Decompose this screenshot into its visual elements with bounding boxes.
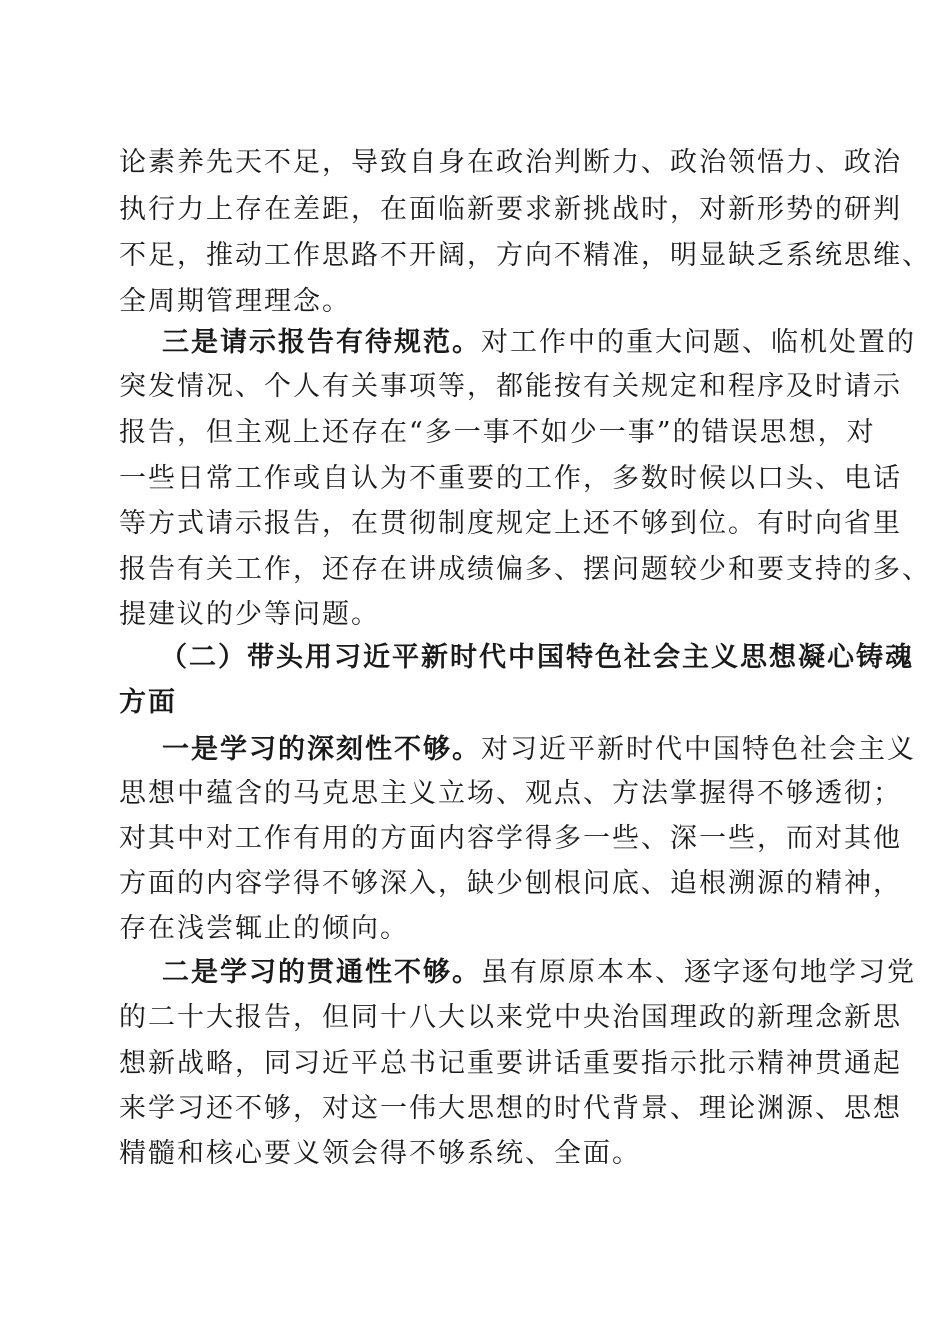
paragraph-text: 虽有原原本本、逐字逐句地学习党: [481, 957, 916, 988]
paragraph-lead: 二是学习的贯通性不够。: [162, 957, 481, 988]
section-heading: （二）带头用习近平新时代中国特色社会主义思想凝心铸魂: [160, 642, 914, 673]
paragraph-lead: 三是请示报告有待规范。: [162, 327, 481, 358]
text-line: 存在浅尝辄止的倾向。: [119, 913, 409, 944]
paragraph-first-line: [162, 325, 916, 361]
section-heading-continued: 方面: [119, 687, 177, 718]
text-line: 全周期管理理念。: [119, 286, 351, 317]
text-line: 突发情况、个人有关事项等，都能按有关规定和程序及时请示: [119, 371, 902, 402]
text-line: 执行力上存在差距，在面临新要求新挑战时，对新形势的研判: [119, 194, 902, 225]
text-line: 论素养先天不足，导致自身在政治判断力、政治领悟力、政治: [119, 147, 902, 178]
paragraph-first-line: [162, 732, 916, 768]
text-line: 一些日常工作或自认为不重要的工作，多数时候以口头、电话: [119, 463, 902, 494]
text-line: 报告有关工作，还存在讲成绩偏多、摆问题较少和要支持的多、: [119, 554, 931, 585]
text-line: 思想中蕴含的马克思主义立场、观点、方法掌握得不够透彻；: [119, 778, 902, 809]
text-line: 提建议的少等问题。: [119, 599, 380, 630]
text-line: 方面的内容学得不够深入，缺少刨根问底、追根溯源的精神，: [119, 868, 902, 899]
paragraph-text: 对工作中的重大问题、临机处置的: [481, 327, 916, 358]
text-line: 对其中对工作有用的方面内容学得多一些、深一些，而对其他: [119, 823, 902, 854]
text-line: 等方式请示报告，在贯彻制度规定上还不够到位。有时向省里: [119, 508, 902, 539]
text-line: 精髓和核心要义领会得不够系统、全面。: [119, 1138, 641, 1169]
text-line: 报告，但主观上还存在“多一事不如少一事”的错误思想，对: [119, 417, 876, 448]
text-line: 来学习还不够，对这一伟大思想的时代背景、理论渊源、思想: [119, 1093, 902, 1124]
text-line: 的二十大报告，但同十八大以来党中央治国理政的新理念新思: [119, 1002, 902, 1033]
paragraph-first-line: [162, 955, 916, 991]
text-line: 想新战略，同习近平总书记重要讲话重要指示批示精神贯通起: [119, 1048, 902, 1079]
paragraph-text: 对习近平新时代中国特色社会主义: [481, 734, 916, 765]
paragraph-lead: 一是学习的深刻性不够。: [162, 734, 481, 765]
text-line: 不足，推动工作思路不开阔，方向不精准，明显缺乏系统思维、: [119, 240, 931, 271]
